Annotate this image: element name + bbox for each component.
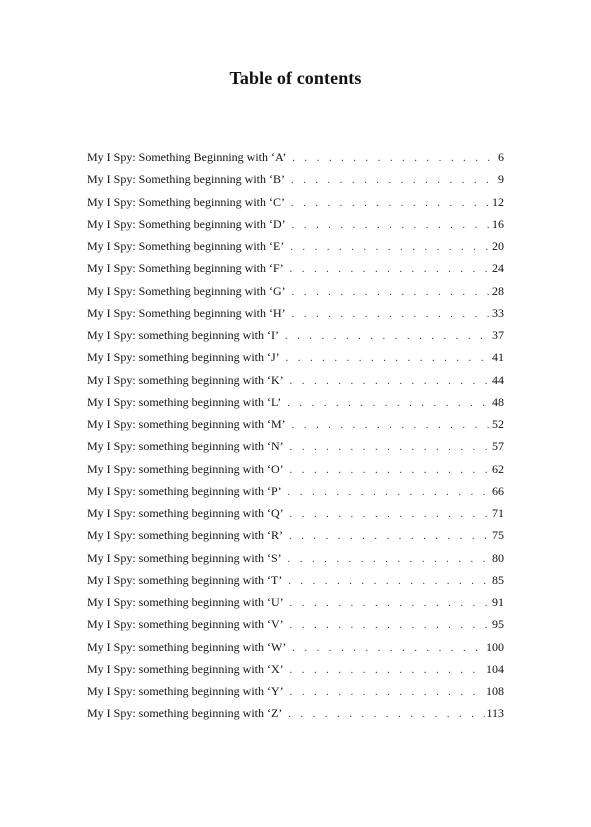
toc-page-number: 91 (492, 595, 504, 609)
toc-page-number: 48 (492, 394, 504, 409)
toc-entry-title: My I Spy: something beginning with ‘Y’ (87, 684, 284, 698)
toc-entry[interactable] (87, 502, 504, 524)
dot-leader (292, 282, 491, 304)
toc-entry[interactable] (87, 658, 504, 680)
toc-entry[interactable] (87, 458, 504, 480)
toc-entry-title: My I Spy: Something beginning with ‘E’ (87, 239, 285, 253)
toc-entry-title: My I Spy: Something beginning with ‘B’ (87, 172, 285, 187)
toc-entry-title: My I Spy: something beginning with ‘L’ (87, 394, 282, 409)
toc-entry-title: My I Spy: something beginning with ‘S’ (87, 550, 282, 565)
dot-leader (290, 660, 485, 682)
toc-entry[interactable] (87, 369, 504, 391)
dot-leader (290, 593, 491, 615)
dot-leader (288, 549, 491, 571)
toc-entry-title: My I Spy: Something beginning with ‘D’ (87, 216, 286, 231)
toc-page-number: 104 (486, 661, 504, 676)
toc-entry-title: My I Spy: Something beginning with ‘C’ (87, 194, 285, 209)
toc-page-number: 52 (492, 417, 504, 431)
dot-leader (292, 148, 497, 170)
toc-entry[interactable] (87, 480, 504, 502)
toc-entry[interactable] (87, 346, 504, 368)
toc-page-number: 16 (492, 216, 504, 231)
dot-leader (292, 415, 491, 437)
toc-entry[interactable] (87, 235, 504, 257)
toc-page-number: 113 (486, 706, 504, 721)
dot-leader (288, 704, 485, 726)
toc-entry-title: My I Spy: something beginning with ‘N’ (87, 439, 284, 454)
toc-page-number: 44 (492, 372, 504, 387)
dot-leader (289, 526, 491, 548)
dot-leader (292, 215, 491, 237)
toc-entry[interactable] (87, 636, 504, 658)
toc-entry-title: My I Spy: Something beginning with ‘F’ (87, 261, 284, 276)
toc-entry[interactable] (87, 613, 504, 635)
toc-entry-title: My I Spy: something beginning with ‘M’ (87, 417, 286, 431)
dot-leader (288, 571, 491, 593)
dot-leader (288, 482, 491, 504)
dot-leader (286, 348, 491, 370)
toc-entry-title: My I Spy: something beginning with ‘R’ (87, 528, 283, 543)
dot-leader (285, 326, 491, 348)
toc-page-number: 12 (492, 194, 504, 209)
toc-entry[interactable] (87, 591, 504, 613)
toc-page-number: 95 (492, 617, 504, 632)
toc-entry-title: My I Spy: something beginning with ‘Z’ (87, 706, 283, 721)
toc-entry[interactable] (87, 702, 504, 724)
toc-entry[interactable] (87, 257, 504, 279)
dot-leader (292, 638, 485, 660)
toc-entry-title: My I Spy: something beginning with ‘T’ (87, 572, 283, 587)
toc-entry[interactable] (87, 146, 504, 168)
toc-entry[interactable] (87, 191, 504, 213)
toc-entry[interactable] (87, 324, 504, 346)
dot-leader (290, 615, 491, 637)
toc-page-number: 6 (498, 150, 504, 164)
dot-leader (290, 371, 491, 393)
toc-entry[interactable] (87, 524, 504, 546)
toc-entry-title: My I Spy: something beginning with ‘J’ (87, 350, 280, 365)
toc-entry-title: My I Spy: something beginning with ‘P’ (87, 483, 282, 498)
dot-leader (292, 304, 491, 326)
toc-page-number: 108 (486, 684, 504, 698)
toc-entry-title: My I Spy: something beginning with ‘Q’ (87, 506, 284, 520)
toc-page-number: 66 (492, 483, 504, 498)
table-of-contents (87, 146, 504, 725)
dot-leader (290, 237, 491, 259)
toc-page-number: 71 (492, 506, 504, 520)
dot-leader (290, 682, 485, 704)
toc-page-number: 100 (486, 639, 504, 654)
toc-entry-title: My I Spy: something beginning with ‘V’ (87, 617, 284, 632)
dot-leader (287, 393, 491, 415)
toc-entry[interactable] (87, 168, 504, 190)
toc-entry[interactable] (87, 547, 504, 569)
toc-entry-title: My I Spy: something beginning with ‘U’ (87, 595, 284, 609)
toc-page-number: 37 (492, 328, 504, 342)
dot-leader (291, 170, 497, 192)
toc-page-number: 62 (492, 461, 504, 476)
toc-entry[interactable] (87, 280, 504, 302)
dot-leader (290, 460, 491, 482)
toc-entry[interactable] (87, 569, 504, 591)
dot-leader (290, 504, 491, 526)
toc-entry[interactable] (87, 435, 504, 457)
toc-entry[interactable] (87, 213, 504, 235)
toc-entry[interactable] (87, 680, 504, 702)
toc-entry[interactable] (87, 391, 504, 413)
toc-entry-title: My I Spy: something beginning with ‘X’ (87, 661, 284, 676)
toc-entry[interactable] (87, 302, 504, 324)
toc-page-number: 33 (492, 305, 504, 320)
toc-entry[interactable] (87, 413, 504, 435)
toc-entry-title: My I Spy: Something beginning with ‘H’ (87, 305, 286, 320)
toc-entry-title: My I Spy: Something beginning with ‘G’ (87, 283, 286, 298)
toc-page-number: 41 (492, 350, 504, 365)
toc-entry-title: My I Spy: something beginning with ‘I’ (87, 328, 279, 342)
toc-page-number: 20 (492, 239, 504, 253)
toc-entry-title: My I Spy: Something Beginning with ‘A’ (87, 150, 287, 164)
toc-entry-title: My I Spy: something beginning with ‘K’ (87, 372, 284, 387)
toc-page-number: 75 (492, 528, 504, 543)
toc-page-number: 28 (492, 283, 504, 298)
dot-leader (290, 437, 491, 459)
dot-leader (291, 193, 491, 215)
page-title: Table of contents (229, 68, 362, 88)
toc-page-number: 9 (498, 172, 504, 187)
toc-page-number: 24 (492, 261, 504, 276)
toc-page-number: 80 (492, 550, 504, 565)
toc-entry-title: My I Spy: something beginning with ‘O’ (87, 461, 284, 476)
toc-page-number: 85 (492, 572, 504, 587)
toc-entry-title: My I Spy: something beginning with ‘W’ (87, 639, 287, 654)
toc-page-number: 57 (492, 439, 504, 454)
dot-leader (290, 259, 491, 281)
